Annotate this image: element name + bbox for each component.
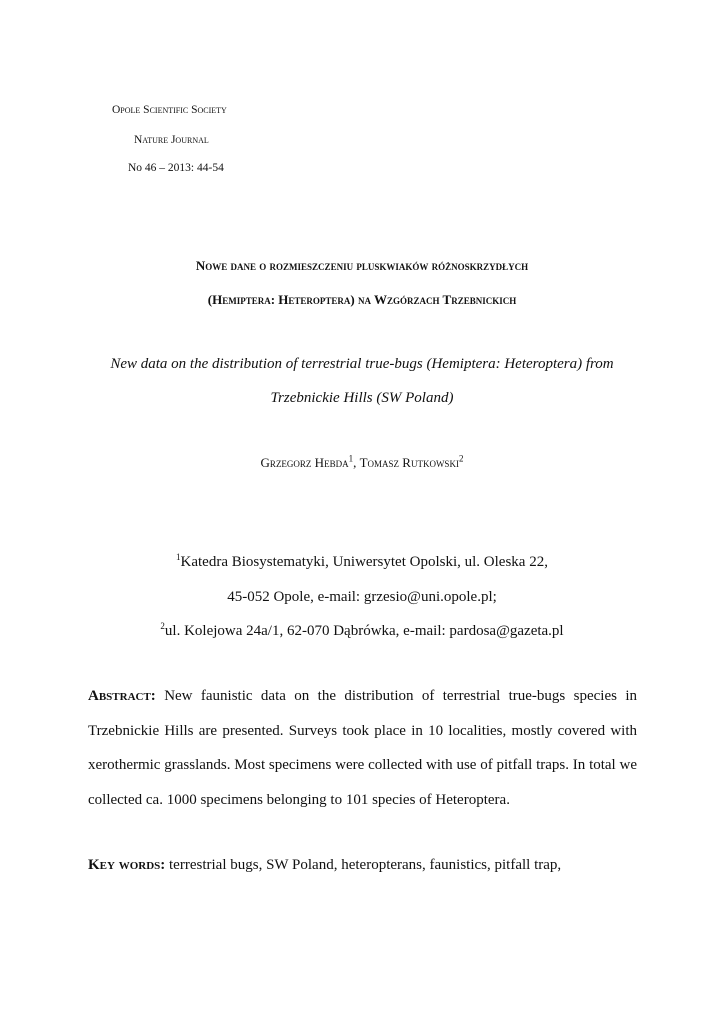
title-en-line1: New data on the distribution of terrestrial true-bugs (Hemiptera: Heteroptera) from (110, 356, 614, 372)
author-2-affil: 2 (458, 453, 464, 464)
title-pl-line1: Nowe dane o rozmieszczeniu pluskwiaków różnoskrzydłych (195, 258, 529, 273)
affiliation-1-marker: 1 (176, 552, 181, 562)
title-pl-line2: (Hemiptera: Heteroptera) na Wzgórzach Trzebnickich (207, 292, 517, 307)
journal-issue: No 46 – 2013: 44-54 (128, 162, 224, 174)
abstract-line2: Trzebnickie Hills are presented. Surveys took place in 10 localities, mostly covered with (88, 723, 637, 739)
abstract-label: Abstract: (88, 688, 156, 704)
title-en-line2: Trzebnickie Hills (SW Poland) (270, 390, 454, 406)
affiliation-2-text: ul. Kolejowa 24a/1, 62-070 Dąbrówka, e-mail: pardosa@gazeta.pl (164, 623, 564, 639)
abstract-line4: collected ca. 1000 specimens belonging to 101 species of Heteroptera. (88, 792, 510, 808)
author-1: Grzegorz Hebda (260, 455, 349, 470)
journal-name: Nature Journal (134, 134, 209, 146)
affiliation-2-line (0, 623, 724, 640)
affiliation-1-line1 (0, 554, 724, 571)
author-2: Tomasz Rutkowski (359, 455, 459, 470)
affiliation-1-text: Katedra Biosystematyki, Uniwersytet Opolski, ul. Oleska 22, (180, 554, 548, 570)
keywords (88, 857, 637, 874)
affiliation-2-marker: 2 (160, 621, 165, 631)
author-separator: , (353, 455, 360, 470)
abstract-line1-text: New faunistic data on the distribution of terrestrial true-bugs species in (164, 688, 637, 704)
abstract-line1 (88, 688, 637, 705)
society-name: Opole Scientific Society (112, 104, 227, 116)
author-1-affil: 1 (348, 453, 354, 464)
keywords-label: Key words: (88, 857, 166, 873)
authors (0, 455, 724, 471)
affiliation-1-line2: 45-052 Opole, e-mail: grzesio@uni.opole.pl; (227, 589, 497, 605)
abstract-line3: xerothermic grasslands. Most specimens were collected with use of pitfall traps. In total we (88, 757, 637, 773)
keywords-text: terrestrial bugs, SW Poland, heteropterans, faunistics, pitfall trap, (169, 857, 562, 873)
